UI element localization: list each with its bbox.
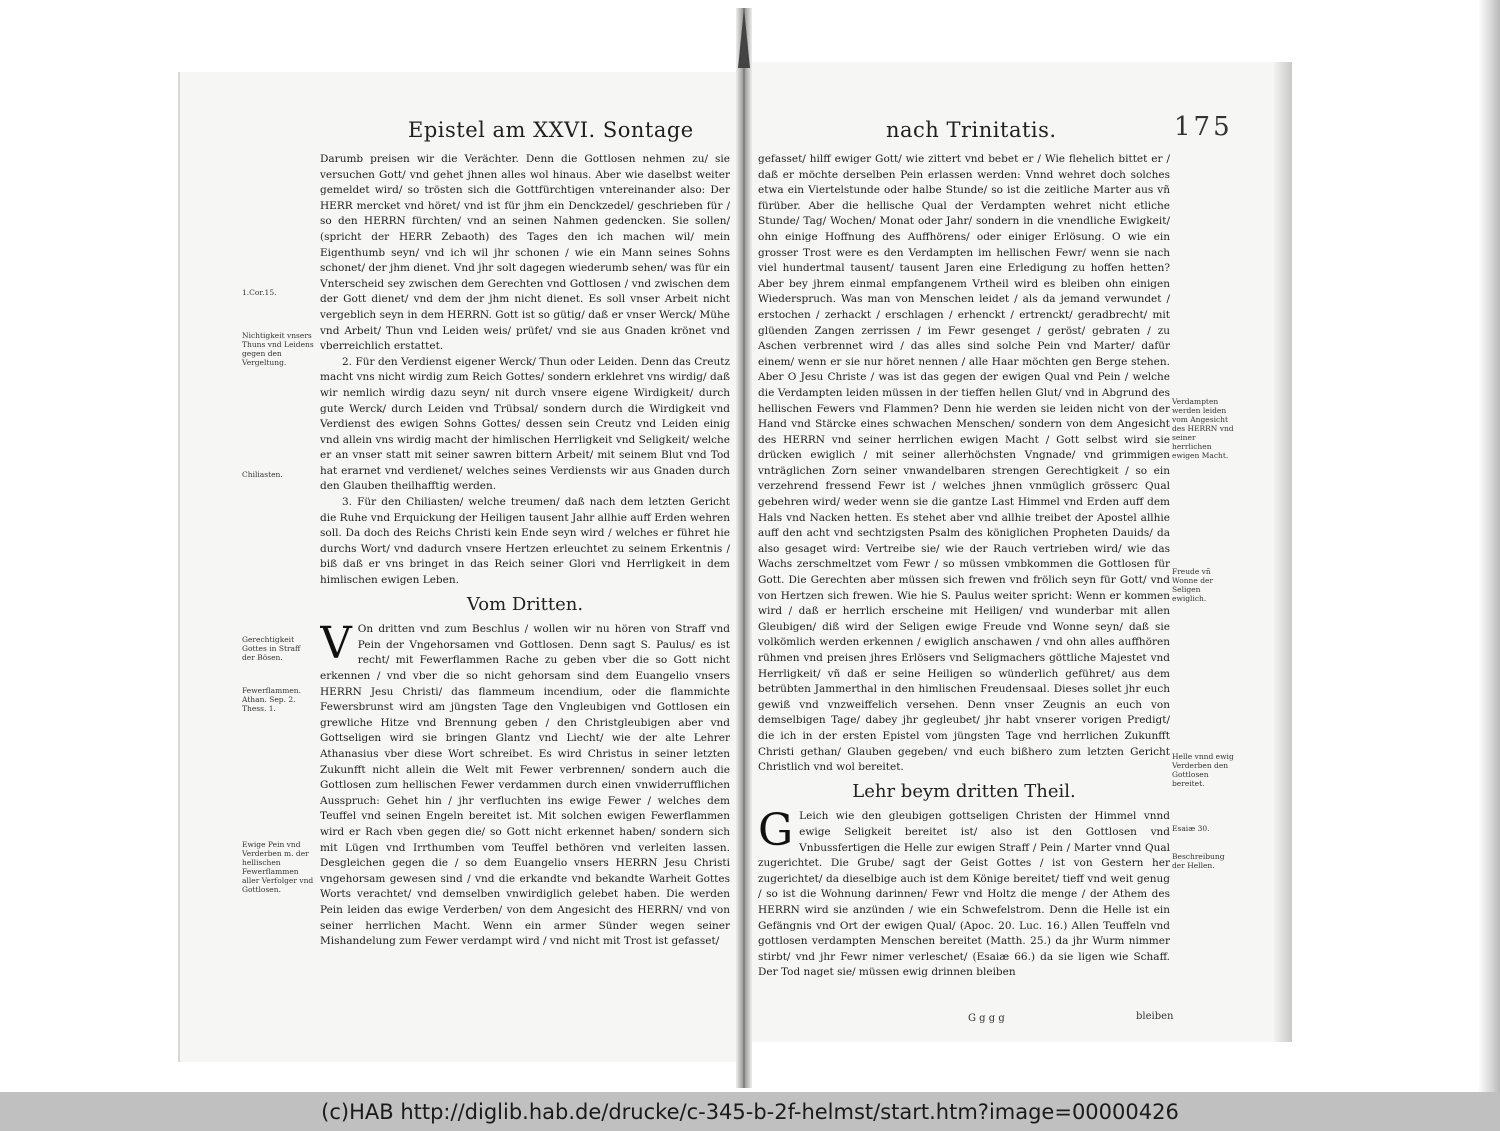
gutter-shadow-tip [738, 8, 750, 68]
right-marginal-note-2: Freude vñ Wonne der Seligen ewiglich. [1172, 567, 1214, 603]
right-body-text [758, 152, 1170, 987]
book-gutter [736, 8, 752, 1088]
right-running-title: nach Trinitatis. [886, 118, 1057, 142]
left-marginal-note-4: Gerechtigkeit Gottes in Straff der Bösen. [242, 635, 301, 662]
copyright-url-text: (c)HAB http://diglib.hab.de/drucke/c-345-b-2f-helmst/start.htm?image=00000426 [321, 1099, 1179, 1124]
left-marginal-note-5: Fewerflammen. Athan. Sep. 2. Thess. 1. [242, 686, 302, 713]
right-paragraph-1: gefasset/ hilff ewiger Gott/ wie zittert vnd bebet er / Wie flehelich bittet er / daß er möchte derselben Pein erlassen werden: Vnnd wehret doch solches etwa ein Viertelstunde oder halbe Stunde/ so ist die zeitliche Marter aus vñ fürüber. Aber die hellische Qual der Verdampten wehret nicht etliche Stunde/ Tag/ Wochen/ Monat oder Jahr/ sondern in die vnendliche Ewigkeit/ ohn einige Hoffnung des Auffhörens/ oder einiger Erlösung. O wie ein grosser Trost were es den Verdampten im hellischen Fewr/ wenn sie nach viel hundertmal tausent/ tausent Jaren eine Erledigung zu hoffen hetten? Aber bey jhrem einmal empfangenem Vrtheil wird es bleiben ohn einigen Wiederspruch. Was man von Menschen leidet / als da jemand verwundet / erstochen / zerhackt / erschlagen / erhenckt / ertrenckt/ geradbrecht/ mit glüenden Zangen zerrissen / im Fewr gesenget / geröst/ gebraten / zu Aschen verbrennet wird / das alles sind solche Pein vnd Marter/ dafür einem/ wenn er sie nur höret nennen / alle Haar möchten gen Berge stehen. Aber O Jesu Christe / was ist das gegen der ewigen Qual vnd Pein / welche die Verdampten leiden müssen in der tieffen hellen Glut/ vnd in Abgrund des hellischen Fewers vnd Flammen? Denn hie werden sie leiden nicht von der Hand vnd Stärcke eines schwachen Menschen/ sondern von dem Angesicht des HERRN vnd seiner herrlichen ewigen Macht / Gott selbst wird sie drücken ewiglich / mit seiner allerhöchsten Vngnade/ vnd grimmigen vnträglichen Zorn seiner vnwandelbaren strengen Gerechtigkeit / so ein verzehrend fressend Fewr ist / welches jhnen vnmüglich grösserc Qual gebehren wird/ weder wenn sie die gantze Last Himmel vnd Erden auff dem Hals vnd Nacken hetten. Es stehet aber vnd allhie treibet der Apostel allhie auff den acht vnd sechtzigsten Psalm des königlichen Propheten Dauids/ da also gesaget wird: Vertreibe sie/ wie der Rauch vertrieben wird/ wie das Wachs zerschmeltzet vom Fewr / so müssen vmbkommen die Gottlosen für Gott. Die Gerechten aber müssen sich frewen vnd frölich seyn für Gott/ vnd von Hertzen sich frewen. Wie hie S. Paulus weiter spricht: Wenn er kommen wird / daß er herrlich erscheine mit Heiligen/ vnd wunderbar mit allen Gleubigen/ diß wird der Seligen ewige Freude vnd Wonne seyn/ daß sie volkömlich werden erkennen / ewiglich anschawen / vnd ohn alles auffhören rühmen vnd preisen jhres Erlösers vnd Seligmachers göttliche Majestet vnd Herrligkeit/ vñ daß er seine Heiligen so wünderlich geführet/ aus dem betrübten Jammerthal in den himlischen Freudensaal. Dieses sollet jhr euch gewiß vnd vnzweiffelich versehen. Denn vnser Zeugnis an euch von demselbigen Tage/ dabey jhr gegleubet/ jhr habt vnserer vorigen Predigt/ die ich in der ersten Epistel vom jüngsten Tage vnd herrlichen Zukunfft Christi gethan/ Glauben gegeben/ vnd euch bißhero zum letzten Gericht Christlich vnd wol bereitet. [758, 153, 1170, 774]
left-section-text: On dritten vnd zum Beschlus / wollen wir nu hören von Straff vnd Pein der Vngehorsamen vnd Gottlosen. Denn sagt S. Paulus/ es ist recht/ mit Fewerflammen Rache zu geben vber die so Gott nicht erkennen / vnd vber die so nicht gehorsam sind dem Euangelio vnsers HERRN Jesu Christi/ das flammeum incendium, oder die flammichte Fewersbrunst wird am jüngsten Tage den Vngleubigen vnd Gottlosen ein grewliche Hitze vnd Brennung geben / den Christgleubigen aber vnd Gottseligen wird sie bringen Glantz vnd Liecht/ wie der alte Lehrer Athanasius vber diese Wort schreibet. Es wird Christus in seiner letzten Zukunfft nicht allein die Welt mit Fewer verbrennen/ sondern auch die Gottlosen zum hellischen Fewer verdammen durch einen vnwiderrufflichen Ausspruch: Gehet hin / jhr verfluchten ins ewige Fewer / welches dem Teuffel vnd seinen Engeln bereitet ist. Mit solchen ewigen Fewerflammen wird er Rach vben gegen die/ so Gott nicht erkennet haben/ sondern sich mit Lügen vnd Irrthumben vom Teuffel bethören vnd verleiten lassen. Desgleichen gegen die / so dem Euangelio vnsers HERRN Jesu Christi vngehorsam gewesen sind / vnd die erkandte vnd bekandte Warheit Gottes Worts verachtet/ vnd demselben vnwirdiglich gelebet haben. Die werden Pein leiden das ewige Verderben/ von dem Angesicht des HERRN/ vnd von seiner herrlichen Macht. Wenn ein armer Sünder wegen seiner Mishandelung zum Fewer verdampt wird / vnd nicht mit Trost ist gefasset/ [320, 623, 730, 948]
right-drop-initial: G [758, 805, 794, 857]
left-drop-initial: V [320, 618, 352, 670]
signature-mark: G g g g [968, 1013, 1005, 1024]
right-marginal-note-5: Beschreibung der Hellen. [1172, 852, 1225, 870]
left-body-text [320, 152, 730, 1032]
left-paragraph-2: 2. Für den Verdienst eigener Werck/ Thun oder Leiden. Denn das Creutz macht vns nicht wirdig zum Reich Gottes/ sondern erklehret vns wirdig/ daß wir nemlich wirdig dazu seyn/ nit durch vnsere eigene Wirdigkeit/ durch gute Werck/ durch Leiden vnd Trübsal/ sondern durch die Wirdigkeit vnd Verdienst des ewigen Sohns Gottes/ dessen sein Creutz vnd Leiden einig vnd allein vns wirdig macht der himlischen Herrligkeit vnd Seligkeit/ welche er an vnser statt mit seiner sawren bittern Arbeit/ mit seinem Blut vnd Tod hat erarnet vnd verdienet/ welches seines Verdiensts wir aus Gnaden durch den Glauben theilhafftig werden. [320, 355, 730, 493]
left-marginal-note-3: Chiliasten. [242, 470, 283, 479]
left-marginal-note-1: 1.Cor.15. [242, 288, 277, 297]
left-running-title: Epistel am XXVI. Sontage [408, 118, 694, 142]
page-edge-shadow [1478, 0, 1500, 1092]
page-number: 175 [1174, 112, 1233, 142]
right-section-heading: Lehr beym dritten Theil. [852, 780, 1076, 802]
left-section-heading: Vom Dritten. [466, 593, 584, 615]
left-marginal-note-6: Ewige Pein vnd Verderben m. der hellischen Fewerflammen aller Verfolger vnd Gottlosen. [242, 840, 314, 894]
right-marginal-note-1: Verdampten werden leiden vom Angesicht des HERRN vnd seiner herrlichen ewigen Macht. [1172, 397, 1234, 460]
left-paragraph-1: Darumb preisen wir die Verächter. Denn die Gottlosen nehmen zu/ sie versuchen Gott/ vnd gehet jhnen alles wol hinaus. Aber wie daselbst weiter gemeldet wird/ so trösten sich die Gottfürchtigen vntereinander also: Der HERR mercket vnd höret/ vnd ist für jhm ein Denckzedel/ geschrieben für / so den HERRN fürchten/ vnd an seinen Nahmen gedencken. Sie sollen/ (spricht der HERR Zebaoth) des Tages den ich machen wil/ mein Eigenthumb seyn/ vnd ich wil jhr schonen / wie ein Mann seines Sohns schonet/ der jhm dienet. Vnd jhr solt dagegen wiederumb sehen/ was für ein Vnterscheid sey zwischen dem Gerechten vnd Gottlosen / vnd zwischen dem der Gott dienet/ vnd dem der jhm nicht dienet. Es soll vnser Arbeit nicht vergeblich seyn in dem HERRN. Gott ist so gütig/ daß er vnser Werck/ Mühe vnd Arbeit/ Thun vnd Leiden weis/ prüfet/ vnd sie aus Gnaden krönet vnd vberreichlich erstattet. [320, 153, 730, 353]
right-section-text: Leich wie den gleubigen gottseligen Christen der Himmel vnnd ewige Seligkeit bereitet ist/ also ist den Gottlosen vnd Vnbussfertigen die Helle zur ewigen Straff / Pein / Marter vnnd Qual zugerichtet. Die Grube/ sagt der Geist Gottes / ist von Gestern her zugerichtet/ da dieselbige auch ist dem Könige bereitet/ tieff vnd weit genug / so ist die Wohnung darinnen/ Fewr vnd Holtz die menge / der Athem des HERRN wird sie anzünden / wie ein Schwefelstrom. Denn die Helle ist ein Gefängnis vnd Ort der ewigen Qual/ (Apoc. 20. Luc. 16.) Allen Teuffeln vnd gottlosen verdampten Menschen bereitet (Matth. 25.) da jhr Wurm nimmer stirbt/ vnd jhr Fewr nimer verleschet/ (Esaiæ 66.) da sie ligen wie Schaff. Der Tod naget sie/ müssen ewig drinnen bleiben [758, 810, 1170, 979]
catchword: bleiben [1136, 1011, 1174, 1022]
left-page [178, 72, 744, 1062]
copyright-footer-bar [0, 1092, 1500, 1131]
right-marginal-note-3: Helle vnnd ewig Verderben den Gottlosen bereitet. [1172, 752, 1234, 788]
left-marginal-note-2: Nichtigkeit vnsers Thuns vnd Leidens gegen den Vergeltung. [242, 331, 314, 367]
right-page [752, 62, 1292, 1042]
left-paragraph-3: 3. Für den Chiliasten/ welche treumen/ daß nach dem letzten Gericht die Ruhe vnd Erquickung der Heiligen tausent Jahr allhie auff Erden wehren soll. Da doch des Reichs Christi kein Ende seyn wird / welches er führet hie durchs Wort/ vnd dadurch vnsere Hertzen erleuchtet zu seinem Erkentnis / biß daß er vns bringet in das Reich seiner Glori vnd Herrligkeit in dem himlischen ewigen Leben. [320, 496, 730, 587]
right-marginal-note-4: Esaiæ 30. [1172, 824, 1210, 833]
